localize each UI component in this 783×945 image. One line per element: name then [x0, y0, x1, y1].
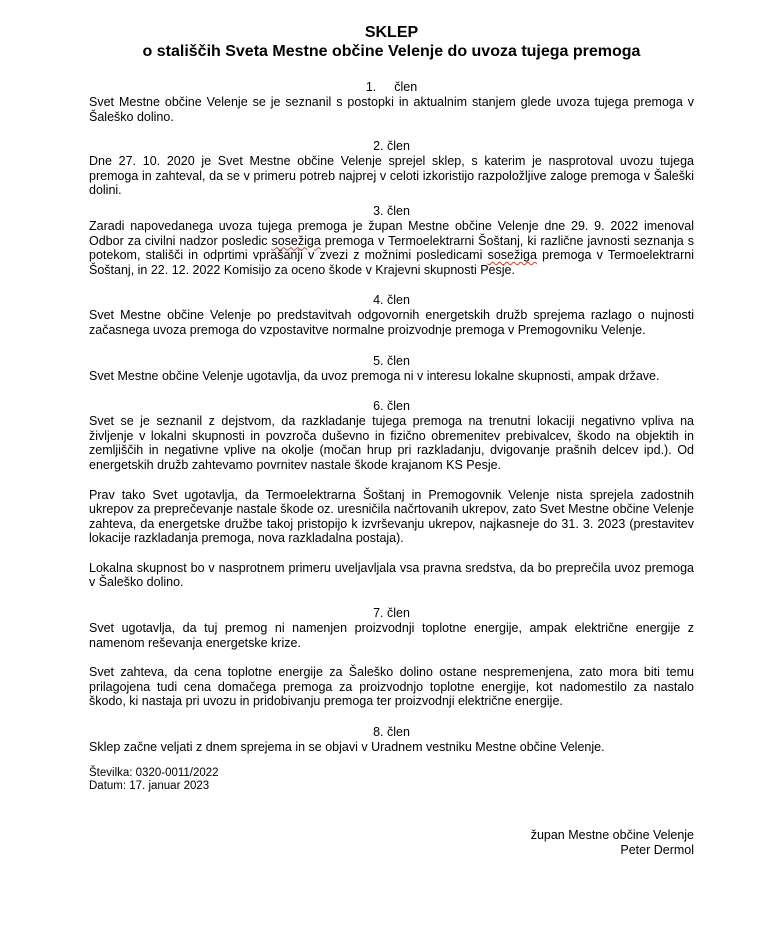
article-2-heading: 2. člen	[373, 139, 410, 154]
article-5	[89, 354, 694, 384]
signature-block	[531, 828, 694, 858]
document-date: Datum: 17. januar 2023	[89, 780, 210, 793]
article-1-word: člen	[394, 80, 418, 94]
article-7-heading: 7. člen	[373, 606, 410, 621]
article-6-paragraph-2: Prav tako Svet ugotavlja, da Termoelektrarna Šoštanj in Premogovnik Velenje nista sprejela zadostnih ukrepov za preprečevanje nastale škode oz. uresničila načrtovanih ukrepov, zato Svet Mestne občine Velenje zahteva, da energetske družbe takoj pristopijo k izvrševanju ukrepov, najkasneje do 31. 3. 2023 (prestavitev lokacije razkladanja premoga, nova razkladalna postaja).	[89, 487, 694, 546]
spellcheck-flagged-word: sosežiga	[271, 233, 321, 248]
article-4-paragraph: Svet Mestne občine Velenje po predstavitvah odgovornih energetskih družb sprejema razlago o nujnosti začasnega uvoza premoga do vzpostavitve normalne proizvodnje premoga v Premogovniku Velenje.	[89, 308, 694, 337]
spellcheck-flagged-word: sosežiga	[487, 248, 537, 263]
article-3-paragraph	[89, 219, 694, 277]
signature-role: župan Mestne občine Velenje	[530, 828, 694, 842]
signature-name: Peter Dermol	[620, 843, 694, 857]
article-2-paragraph: Dne 27. 10. 2020 je Svet Mestne občine Velenje sprejel sklep, s katerim je nasprotoval uvozu tujega premoga in zahteval, da se v primeru potreb najprej v celoti izkoristijo razpoložljive zaloge premoga v Šaleški dolini.	[89, 154, 694, 198]
article-7-paragraph-2: Svet zahteva, da cena toplotne energije za Šaleško dolino ostane nespremenjena, zato mora biti temu prilagojena tudi cena domačega premoga za proizvodnjo toplotne energije, kot nadomestilo za nastalo škodo, ki nastaja pri uvozu in pridobivanju premoga ter proizvodnji električne energije.	[89, 665, 694, 709]
article-7	[89, 606, 694, 709]
article-5-paragraph: Svet Mestne občine Velenje ugotavlja, da uvoz premoga ni v interesu lokalne skupnosti, ampak države.	[89, 368, 660, 383]
article-7-paragraph-1: Svet ugotavlja, da tuj premog ni namenjen proizvodnji toplotne energije, ampak električne energije z namenom reševanja energetske krize.	[89, 621, 694, 650]
article-1-number: 1.	[365, 80, 377, 94]
article-8-paragraph: Sklep začne veljati z dnem sprejema in se objavi v Uradnem vestniku Mestne občine Velenje.	[89, 740, 605, 755]
article-4	[89, 293, 694, 337]
document-meta	[89, 767, 694, 794]
article-4-heading: 4. člen	[373, 293, 410, 308]
document-title: SKLEP	[364, 24, 419, 41]
article-3-heading: 3. člen	[373, 203, 410, 218]
article-6-heading: 6. člen	[373, 399, 410, 414]
article-5-heading: 5. člen	[373, 353, 410, 368]
article-6-paragraph-3: Lokalna skupnost bo v nasprotnem primeru uveljavljala vsa pravna sredstva, da bo preprečila uvoz premoga v Šaleško dolino.	[89, 560, 694, 590]
article-6	[89, 399, 694, 590]
article-6-paragraph-1: Svet se je seznanil z dejstvom, da razkladanje tujega premoga na trenutni lokaciji negativno vpliva na življenje v lokalni skupnosti in povzroča duševno in fizično obremenitev prebivalcev, škodo na objektih in zemljiščih in negativne vplive na okolje (močan hrup pri razkladanju, dvigovanje prašnih delcev ipd.). Od energetskih družb zahtevamo povrnitev nastale škode krajanom KS Pesje.	[89, 414, 694, 472]
article-3-text-b: premoga v Termoelektrarni Šoštanj, ki različne javnosti seznanja s potekom, stališči in odprtimi vprašanji v zvezi z možnimi posledicami	[89, 233, 694, 263]
document-subtitle: o stališčih Sveta Mestne občine Velenje do uvoza tujega premoga	[142, 43, 641, 60]
article-1-heading	[89, 80, 694, 95]
article-3-text-a: Zaradi napovedanega uvoza tujega premoga je župan Mestne občine Velenje dne 29. 9. 2022 imenoval Odbor za civilni nadzor posledic	[89, 218, 694, 248]
article-1-paragraph: Svet Mestne občine Velenje se je seznanil s postopki in aktualnim stanjem glede uvoza tujega premoga v Šaleško dolino.	[89, 95, 694, 124]
article-2	[89, 139, 694, 198]
article-8-heading: 8. člen	[373, 725, 410, 740]
article-8	[89, 725, 694, 755]
article-1	[89, 80, 694, 124]
article-3	[89, 204, 694, 277]
document-number: Številka: 0320-0011/2022	[89, 766, 219, 779]
article-3-text-c: premoga v Termoelektrarni Šoštanj, in 22. 12. 2022 Komisijo za oceno škode v Krajevni skupnosti Pesje.	[89, 248, 694, 277]
